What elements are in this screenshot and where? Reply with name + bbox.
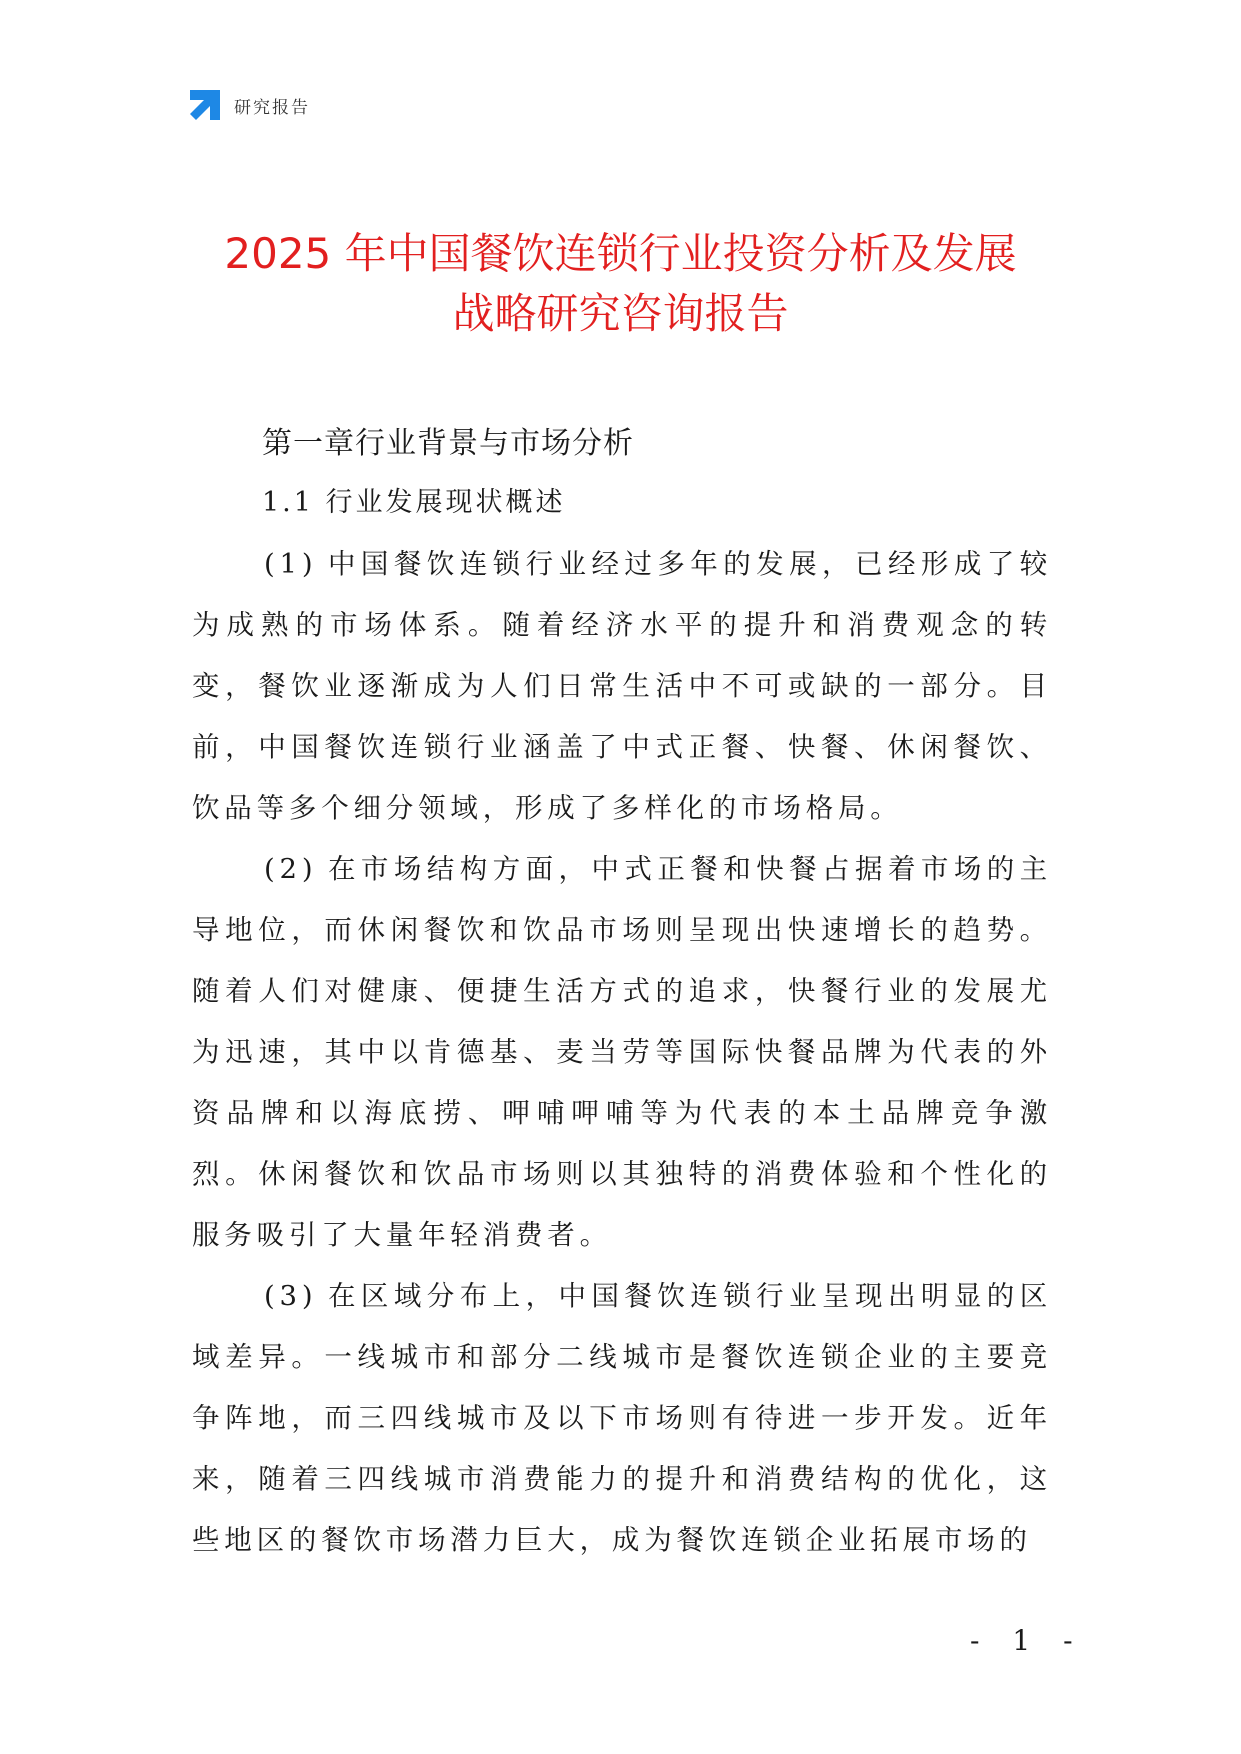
report-header [188,88,310,122]
paragraph-text: 在市场结构方面，中式正餐和快餐占据着市场的主导地位，而休闲餐饮和饮品市场则呈现出快速增长的趋势。随着人们对健康、便捷生活方式的追求，快餐行业的发展尤为迅速，其中以肯德基、麦当劳等国际快餐品牌为代表的外资品牌和以海底捞、呷哺呷哺等为代表的本土品牌竞争激烈。休闲餐饮和饮品市场则以其独特的消费体验和个性化的服务吸引了大量年轻消费者。 [192,853,1052,1251]
page-number: - 1 - [970,1624,1085,1657]
title-line-2: 战略研究咨询报告 [452,289,789,338]
paragraph-label: (2) [264,853,318,885]
arrow-logo-icon [188,88,222,122]
paragraph [192,534,1052,839]
paragraph-label: (1) [264,548,318,580]
title-line-1: 2025 年中国餐饮连锁行业投资分析及发展 [224,229,1017,278]
paragraph [192,1266,1052,1571]
body-text [192,534,1052,1571]
paragraph [192,839,1052,1266]
paragraph-label: (3) [264,1280,318,1312]
section-heading: 1.1 行业发展现状概述 [262,487,566,518]
chapter-heading: 第一章行业背景与市场分析 [262,426,634,461]
paragraph-text: 在区域分布上，中国餐饮连锁行业呈现出明显的区域差异。一线城市和部分二线城市是餐饮连锁企业的主要竞争阵地，而三四线城市及以下市场则有待进一步开发。近年来，随着三四线城市消费能力的提升和消费结构的优化，这些地区的餐饮市场潜力巨大，成为餐饮连锁企业拓展市场的 [192,1280,1052,1556]
paragraph-text: 中国餐饮连锁行业经过多年的发展，已经形成了较为成熟的市场体系。随着经济水平的提升和消费观念的转变，餐饮业逐渐成为人们日常生活中不可或缺的一部分。目前，中国餐饮连锁行业涵盖了中式正餐、快餐、休闲餐饮、饮品等多个细分领域，形成了多样化的市场格局。 [192,548,1052,824]
header-label: 研究报告 [234,97,310,118]
report-title [150,224,1091,344]
